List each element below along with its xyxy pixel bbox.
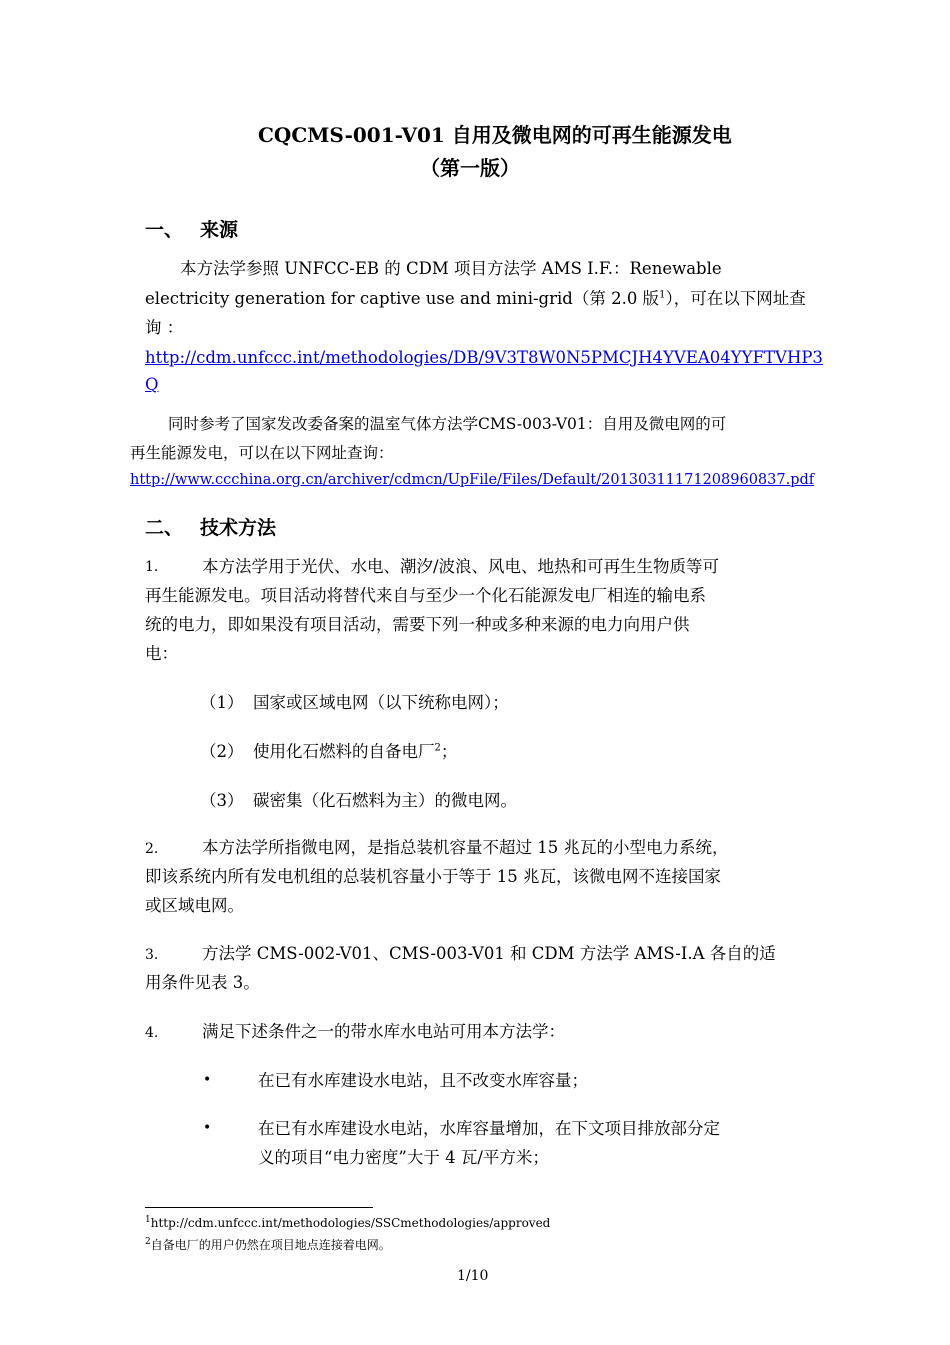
footnote-1-mark: 1	[145, 1215, 151, 1225]
page-number: 1/10	[457, 1268, 489, 1284]
subitem-1-text: 国家或区域电网（以下统称电网）；	[253, 693, 509, 712]
footnote-ref-1[interactable]: 1	[659, 289, 666, 301]
bullet-1-icon: •	[203, 1072, 212, 1088]
doc-subtitle: （第一版）	[420, 156, 520, 180]
footnote-2-mark: 2	[145, 1237, 151, 1247]
subitem-2-number: （2）	[200, 742, 244, 761]
item4-number: 4.	[145, 1025, 159, 1041]
section1-number: 一、	[145, 219, 184, 241]
item2-line3: 或区域电网。	[145, 896, 244, 915]
item2-number: 2.	[145, 841, 159, 857]
subitem-3-number: （3）	[200, 791, 244, 810]
subitem-2-tail: ；	[440, 742, 458, 761]
item1-number: 1.	[145, 559, 159, 575]
subitem-2-main: 使用化石燃料的自备电厂	[253, 742, 435, 761]
item1-line1: 本方法学用于光伏、水电、潮汐/波浪、风电、地热和可再生生物质等可	[202, 557, 720, 576]
item3-line2: 用条件见表 3。	[145, 973, 260, 992]
item4-line1: 满足下述条件之一的带水库水电站可用本方法学：	[202, 1022, 565, 1041]
bullet-2-line1: 在已有水库建设水电站，水库容量增加，在下文项目排放部分定	[258, 1119, 720, 1138]
section1-para2-line2: 再生能源发电，可以在以下网址查询：	[130, 444, 394, 462]
unfccc-link-line1[interactable]: http://cdm.unfccc.int/methodologies/DB/9V3T8W0N5PMCJH4YVEA04YYFTVHP3	[145, 348, 823, 367]
item2-line2: 即该系统内所有发电机组的总装机容量小于等于 15 兆瓦，该微电网不连接国家	[145, 867, 721, 886]
subitem-3-text: 碳密集（化石燃料为主）的微电网。	[253, 791, 517, 810]
section1-para1-line1: 本方法学参照 UNFCC-EB 的 CDM 项目方法学 AMS I.F.：Renewable	[180, 259, 722, 278]
section2-heading: 技术方法	[200, 517, 277, 539]
footnote-1-text: http://cdm.unfccc.int/methodologies/SSCmethodologies/approved	[150, 1216, 551, 1230]
bullet-1-text: 在已有水库建设水电站，且不改变水库容量；	[258, 1071, 588, 1090]
item3-line1: 方法学 CMS-002-V01、CMS-003-V01 和 CDM 方法学 AMS-I.A 各自的适	[202, 944, 776, 963]
section2-number: 二、	[145, 517, 184, 539]
section1-para1-line2	[145, 284, 806, 313]
item1-line2: 再生能源发电。项目活动将替代来自与至少一个化石能源发电厂相连的输电系	[145, 586, 706, 605]
item1-line3: 统的电力，即如果没有项目活动，需要下列一种或多种来源的电力向用户供	[145, 615, 690, 634]
para1-line2-text-b: ），可在以下网址查	[665, 289, 806, 308]
section1-para1-line3: 询 ：	[145, 318, 184, 337]
doc-title: CQCMS-001-V01 自用及微电网的可再生能源发电	[258, 123, 732, 147]
subitem-1-number: （1）	[200, 693, 244, 712]
bullet-2-icon: •	[203, 1120, 212, 1136]
ccchina-link[interactable]: http://www.ccchina.org.cn/archiver/cdmcn/UpFile/Files/Default/20130311171208960837.pdf	[130, 472, 815, 488]
unfccc-link-line2[interactable]: Q	[145, 375, 159, 394]
footnote-2-text: 自备电厂的用户仍然在项目地点连接着电网。	[150, 1238, 391, 1252]
footnote-ref-2[interactable]: 2	[434, 742, 441, 754]
footnote-2	[145, 1236, 391, 1253]
item3-number: 3.	[145, 947, 159, 963]
para1-line2-text-a: electricity generation for captive use and mini-grid（第 2.0 版	[145, 289, 660, 308]
item1-line4: 电：	[145, 644, 178, 663]
section1-heading: 来源	[200, 219, 239, 241]
section1-para2-line1: 同时参考了国家发改委备案的温室气体方法学CMS-003-V01：自用及微电网的可	[168, 415, 727, 433]
footnote-1	[145, 1216, 550, 1230]
footnote-separator	[145, 1207, 373, 1208]
bullet-2-line2: 义的项目“电力密度”大于 4 瓦/平方米；	[258, 1148, 549, 1167]
subitem-2-text	[253, 737, 457, 766]
item2-line1: 本方法学所指微电网，是指总装机容量不超过 15 兆瓦的小型电力系统，	[202, 838, 729, 857]
